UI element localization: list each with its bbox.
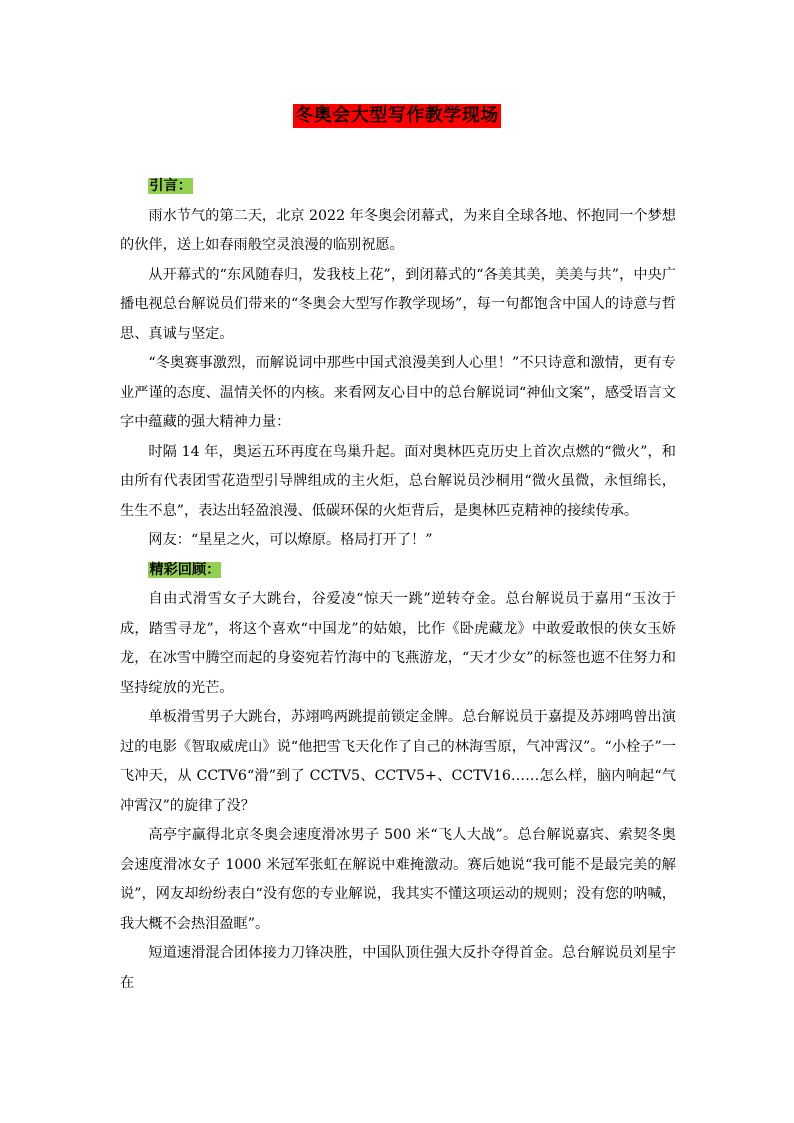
paragraph-3: “冬奥赛事激烈，而解说词中那些中国式浪漫美到人心里！”不只诗意和激情，更有专业严谨的态度、温情关怀的内核。来看网友心目中的总台解说词“神仙文案”，感受语言文字中蕴藏的强大精神力量： (120, 355, 676, 430)
paragraph-8: 高亭宇赢得北京冬奥会速度滑冰男子 500 米“飞人大战”。总台解说嘉宾、索契冬奥会速度滑冰女子 1000 米冠军张虹在解说中难掩激动。赛后她说“我可能不是最完美的解说”，网友却纷纷表白“没有您的专业解说，我其实不懂这项运动的规则；没有您的呐喊，我大概不会热泪盈眶”。 (120, 827, 676, 932)
paragraph-2: 从开幕式的“东风随春归，发我枝上花”，到闭幕式的“各美其美，美美与共”，中央广播电视总台解说员们带来的“冬奥会大型写作教学现场”，每一句都饱含中国人的诗意与哲思、真诚与坚定。 (120, 266, 676, 342)
title-wrap (0, 104, 794, 128)
paragraph-6: 自由式滑雪女子大跳台，谷爱凌“惊天一跳”逆转夺金。总台解说员于嘉用“玉汝于成，踏雪寻龙”，将这个喜欢“中国龙”的姑娘，比作《卧虎藏龙》中敢爱敢恨的侠女玉娇龙，在冰雪中腾空而起的身姿宛若竹海中的飞燕游龙，“天才少女”的标签也遮不住努力和坚持绽放的光芒。 (120, 591, 676, 696)
paragraph-5: 网友：“星星之火，可以燎原。格局打开了！” (148, 532, 433, 548)
document-body (120, 172, 676, 998)
paragraph-4: 时隔 14 年，奥运五环再度在鸟巢升起。面对奥林匹克历史上首次点燃的“微火”，和由所有代表团雪花造型引导牌组成的主火炬，总台解说员沙桐用“微火虽微，永恒绵长，生生不息”，表达出轻盈浪漫、低碳环保的火炬背后，是奥林匹克精神的接续传承。 (120, 443, 676, 519)
intro-label: 引言： (149, 178, 192, 194)
paragraph-9: 短道速滑混合团体接力刀锋决胜，中国队顶住强大反扑夺得首金。总台解说员刘星宇在 (120, 945, 676, 991)
section-label-review (120, 556, 676, 586)
section-label-intro (120, 172, 676, 202)
document-title: 冬奥会大型写作教学现场 (295, 105, 499, 126)
paragraph-7: 单板滑雪男子大跳台，苏翊鸣两跳提前锁定金牌。总台解说员于嘉提及苏翊鸣曾出演过的电影《智取威虎山》说“他把雪飞天化作了自己的林海雪原，气冲霄汉”。“小栓子”一飞冲天，从 CCTV6“滑”到了 CCTV5、CCTV5+、CCTV16……怎么样，脑内响起“气冲霄汉”的旋律了没？ (120, 709, 676, 814)
paragraph-1: 雨水节气的第二天，北京 2022 年冬奥会闭幕式，为来自全球各地、怀抱同一个梦想的伙伴，送上如春雨般空灵浪漫的临别祝愿。 (120, 207, 676, 253)
review-label: 精彩回顾： (149, 561, 221, 578)
